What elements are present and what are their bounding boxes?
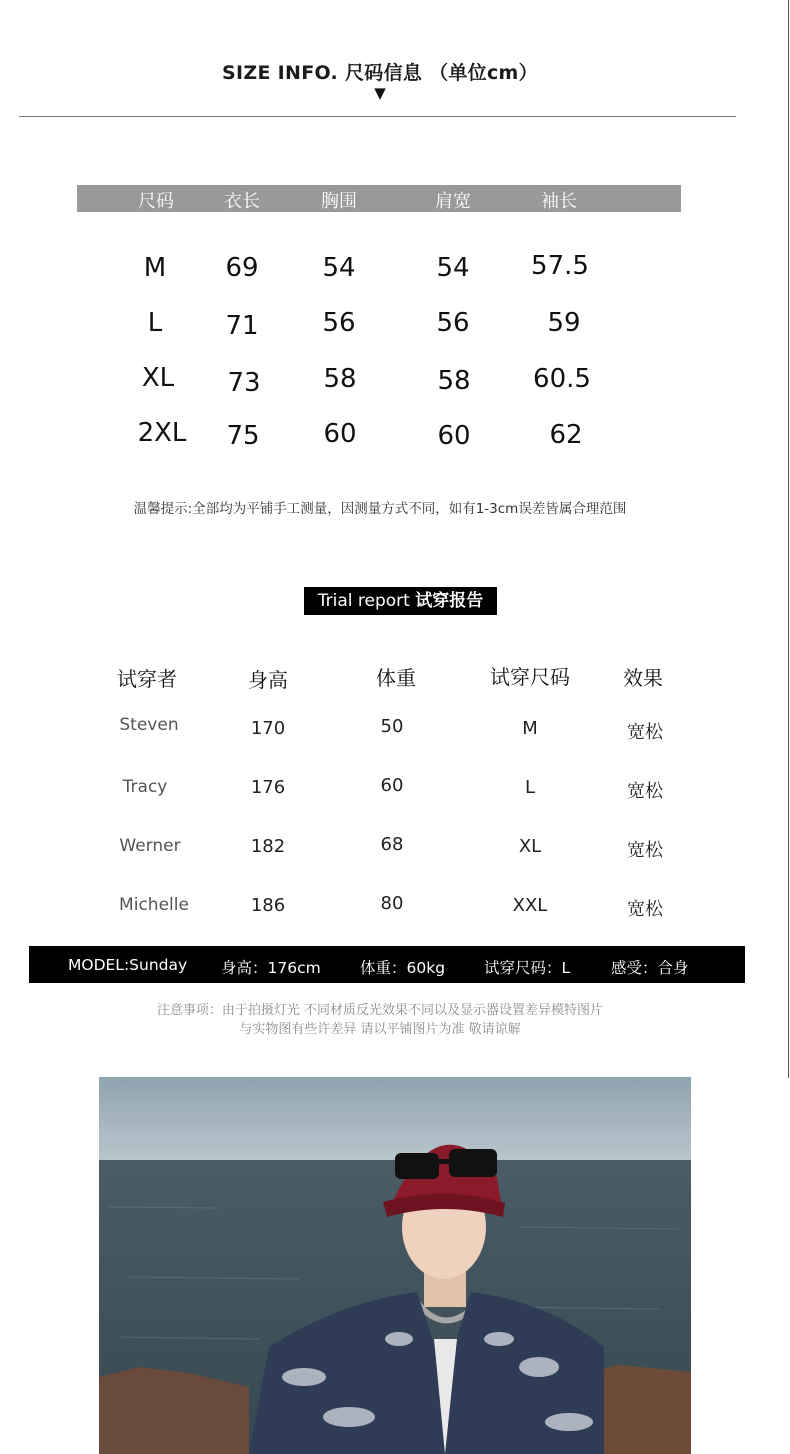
size-info-title: SIZE INFO. 尺码信息 （单位cm）	[222, 62, 538, 84]
page-edge-rule	[788, 0, 789, 1078]
trial-report-title	[304, 587, 497, 615]
trial-col-weight: 体重	[376, 666, 416, 690]
trial-row-height: 182	[250, 836, 286, 857]
size-row-length: 73	[227, 368, 261, 398]
model-weight: 体重：60kg	[360, 959, 446, 977]
trial-title-cn: 试穿报告	[415, 591, 484, 611]
trial-col-person: 试穿者	[117, 667, 177, 691]
size-row-sleeve: 60.5	[533, 364, 591, 394]
size-row-size: L	[147, 308, 163, 338]
size-row-chest: 58	[323, 364, 357, 394]
trial-col-effect: 效果	[623, 666, 663, 690]
size-row-size: XL	[141, 363, 175, 393]
trial-row-effect: 宽松	[627, 722, 663, 743]
size-row-sleeve: 59	[547, 308, 581, 338]
size-row-size: 2XL	[137, 418, 187, 448]
trial-row-person: Werner	[119, 836, 181, 856]
size-col-sleeve: 袖长	[541, 191, 577, 212]
trial-row-height: 186	[250, 895, 286, 916]
trial-row-weight: 68	[380, 834, 404, 855]
model-name: MODEL:Sunday	[68, 956, 188, 974]
trial-row-effect: 宽松	[627, 781, 663, 802]
size-table-header	[77, 185, 681, 212]
size-row-sleeve: 57.5	[531, 251, 589, 281]
size-col-chest: 胸围	[321, 191, 357, 212]
trial-row-size: L	[524, 777, 536, 798]
trial-row-height: 176	[250, 777, 286, 798]
trial-row-size: XXL	[512, 895, 548, 916]
trial-row-effect: 宽松	[627, 840, 663, 861]
size-row-sleeve: 62	[549, 420, 583, 450]
size-col-length: 衣长	[224, 191, 260, 212]
trial-row-effect: 宽松	[627, 899, 663, 920]
model-height: 身高：176cm	[221, 959, 321, 977]
caution-line-2: 与实物图有些许差异 请以平铺图片为准 敬请谅解	[239, 1022, 521, 1037]
trial-row-person: Steven	[119, 715, 179, 735]
size-row-shoulder: 58	[437, 366, 471, 396]
trial-col-height: 身高	[248, 668, 288, 692]
trial-row-weight: 80	[380, 893, 404, 914]
trial-row-weight: 60	[380, 775, 404, 796]
size-row-chest: 54	[322, 253, 356, 283]
size-row-length: 71	[225, 311, 259, 341]
trial-col-size: 试穿尺码	[490, 665, 570, 689]
trial-row-weight: 50	[380, 716, 404, 737]
model-photo-illustration	[99, 1077, 691, 1454]
down-arrow-icon: ▼	[374, 84, 386, 102]
size-row-shoulder: 60	[437, 421, 471, 451]
size-row-chest: 56	[322, 308, 356, 338]
model-feel: 感受：合身	[611, 959, 689, 977]
trial-row-person: Tracy	[122, 777, 168, 797]
size-col-shoulder: 肩宽	[435, 191, 471, 212]
size-row-length: 69	[225, 253, 259, 283]
trial-row-height: 170	[250, 718, 286, 739]
size-row-length: 75	[226, 421, 260, 451]
model-photo	[99, 1077, 691, 1454]
size-col-size: 尺码	[138, 191, 174, 212]
size-row-shoulder: 54	[436, 253, 470, 283]
model-info-bar	[29, 946, 745, 983]
size-row-size: M	[143, 253, 167, 283]
size-row-chest: 60	[323, 419, 357, 449]
trial-row-person: Michelle	[119, 895, 189, 915]
size-row-shoulder: 56	[436, 308, 470, 338]
model-size: 试穿尺码：L	[484, 959, 571, 977]
header-divider	[19, 116, 736, 117]
trial-title-en: Trial report	[317, 591, 416, 611]
caution-line-1: 注意事项：由于拍摄灯光 不同材质反光效果不同以及显示器设置差异模特图片	[156, 1003, 604, 1018]
trial-row-size: XL	[518, 836, 542, 857]
trial-row-size: M	[522, 718, 538, 739]
measurement-note: 温馨提示:全部均为平铺手工测量，因测量方式不同，如有1-3cm误差皆属合理范围	[133, 501, 627, 517]
